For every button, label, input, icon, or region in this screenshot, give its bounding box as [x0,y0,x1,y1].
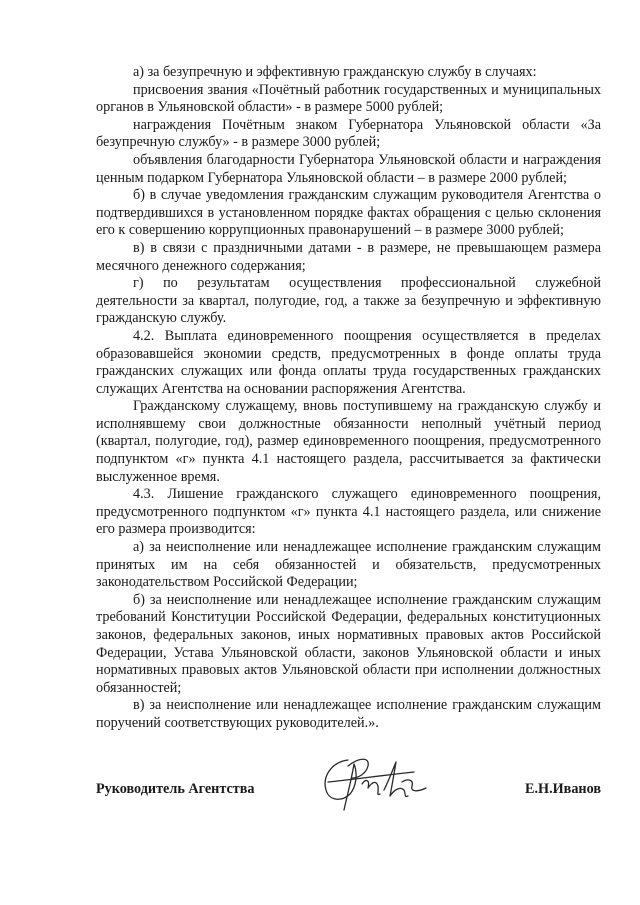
paragraph-deprivation-b: б) за неисполнение или ненадлежащее исполнение гражданским служащим требований Конституции Российской Федерации, федеральных конституционных законов, федеральных законов, иных нормативных правовых актов Российской Федерации, Устава Ульяновской области, законов Ульяновской области и иных нормативных правовых актов Ульяновской области при исполнении должностных обязанностей; [96,591,601,696]
document-body [96,64,601,733]
paragraph-badge-award: награждения Почётным знаком Губернатора Ульяновской области «За безупречную службу» - в размере 3000 рублей; [96,116,601,151]
handwritten-signature [318,752,438,814]
signatory-position: Руководитель Агентства [96,781,255,797]
paragraph-deprivation-v: в) за неисполнение или ненадлежащее исполнение гражданским служащим поручений соответствующих руководителей.». [96,697,601,731]
paragraph-new-employee: Гражданскому служащему, вновь поступившему на гражданскую службу и исполнявшему свои должностные обязанности неполный учётный период (квартал, полугодие, год), размер единовременного поощрения, предусмотренного подпунктом «г» пункта 4.1 настоящего раздела, рассчитывается за фактически выслуженное время. [96,398,601,485]
paragraph-v-holidays: в) в связи с праздничными датами - в размере, не превышающем размера месячного денежного содержания; [96,239,601,274]
paragraph-4-3: 4.3. Лишение гражданского служащего единовременного поощрения, предусмотренного подпунктом «г» пункта 4.1 настоящего раздела, или снижение его размера производится: [96,486,601,538]
paragraph-g-results: г) по результатам осуществления профессиональной служебной деятельности за квартал, полугодие, год, а также за безупречную и эффективную гражданскую службу. [96,275,601,327]
paragraph-a-service: а) за безупречную и эффективную гражданскую службу в случаях: [133,64,537,80]
paragraph-b-corruption-notice: б) в случае уведомления гражданским служащим руководителя Агентства о подтвердившихся в установленном порядке фактах обращения с целью склонения его к совершению коррупционных правонарушений – в размере 3000 рублей; [96,187,601,239]
paragraph-gratitude: объявления благодарности Губернатора Ульяновской области и награждения ценным подарком Губернатора Ульяновской области – в размере 2000 рублей; [96,151,601,186]
paragraph-deprivation-a: а) за неисполнение или ненадлежащее исполнение гражданским служащим принятых им на себя обязанностей и обязательств, предусмотренных законодательством Российской Федерации; [96,539,601,591]
paragraph-4-2: 4.2. Выплата единовременного поощрения осуществляется в пределах образовавшейся экономии средств, предусмотренных в фонде оплаты труда гражданских служащих или фонда оплаты труда государственных гражданских служащих Агентства на основании распоряжения Агентства. [96,327,601,397]
paragraph-honorary-title: присвоения звания «Почётный работник государственных и муниципальных органов в Ульяновской области» - в размере 5000 рублей; [96,81,601,116]
signatory-name: Е.Н.Иванов [525,781,601,797]
